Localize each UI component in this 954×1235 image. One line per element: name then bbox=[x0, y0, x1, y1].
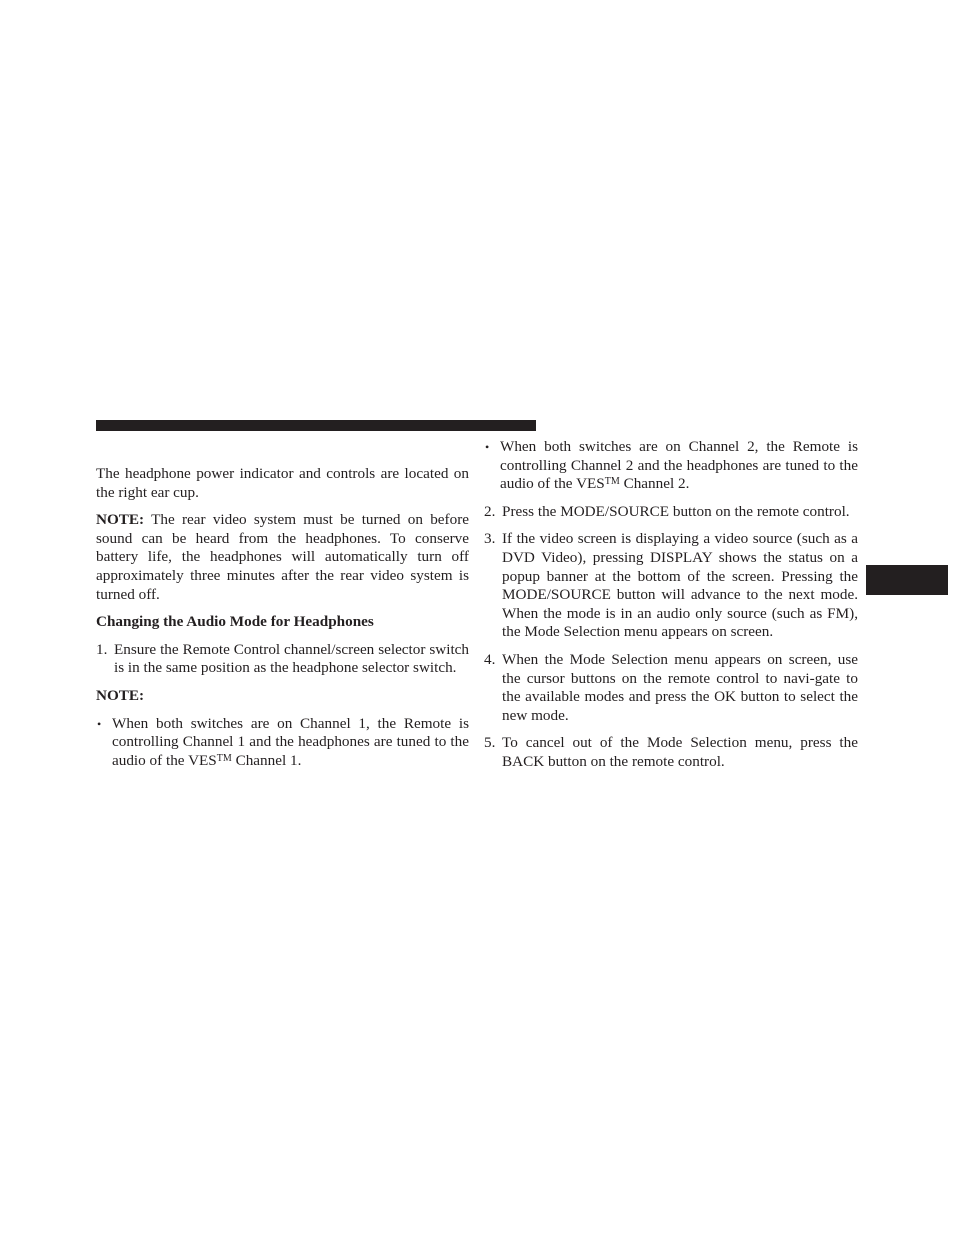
section-heading: Changing the Audio Mode for Headphones bbox=[96, 613, 374, 631]
step-1 bbox=[96, 641, 469, 678]
bullet-channel-1 bbox=[96, 715, 469, 771]
trademark-mark: TM bbox=[216, 752, 232, 764]
left-column bbox=[96, 465, 469, 779]
note-heading: NOTE: bbox=[96, 686, 145, 704]
note-text: The rear video system must be turned on before sound can be heard from the headphones. To conserve battery life, the headphones will automatically turn off approximately three minutes after the rear video system is turned off. bbox=[96, 511, 469, 603]
step-2-text: Press the MODE/SOURCE button on the remote control. bbox=[502, 502, 850, 520]
bullet-channel-1-tail: Channel 1. bbox=[231, 751, 302, 769]
step-3 bbox=[484, 530, 858, 642]
step-1-number: 1. bbox=[96, 640, 108, 658]
bullet-icon: • bbox=[97, 716, 102, 731]
bullet-channel-1-text: When both switches are on Channel 1, the Remote is controlling Channel 1 and the headphones are tuned to the audio of the VES bbox=[112, 714, 469, 769]
step-5-text: To cancel out of the Mode Selection menu, press the BACK button on the remote control. bbox=[502, 734, 858, 770]
section-header-rule bbox=[96, 420, 536, 431]
bullet-channel-2-tail: Channel 2. bbox=[619, 475, 690, 493]
step-2 bbox=[484, 503, 858, 522]
bullet-channel-2-text: When both switches are on Channel 2, the Remote is controlling Channel 2 and the headphones are tuned to the audio of the VES bbox=[500, 438, 858, 493]
chapter-tab bbox=[866, 565, 948, 595]
note-paragraph bbox=[96, 511, 469, 604]
step-3-number: 3. bbox=[484, 530, 496, 548]
step-2-number: 2. bbox=[484, 502, 496, 520]
step-4-text: When the Mode Selection menu appears on screen, use the cursor buttons on the remote control to navi-gate to the available modes and press the OK button to select the new mode. bbox=[502, 650, 858, 724]
step-4-number: 4. bbox=[484, 650, 496, 668]
step-4 bbox=[484, 651, 858, 725]
note-label: NOTE: bbox=[96, 511, 145, 529]
step-1-text: Ensure the Remote Control channel/screen selector switch is in the same position as the headphone selector switch. bbox=[114, 640, 469, 677]
trademark-mark: TM bbox=[604, 476, 620, 488]
step-5 bbox=[484, 734, 858, 771]
bullet-icon: • bbox=[485, 440, 490, 454]
right-column bbox=[484, 438, 858, 781]
bullet-channel-2 bbox=[484, 438, 858, 494]
step-3-text: If the video screen is displaying a video source (such as a DVD Video), pressing DISPLAY shows the status on a popup banner at the bottom of the screen. Pressing the MODE/SOURCE button will advance to the next mode. When the mode is in an audio only source (such as FM), the Mode Selection menu appears on screen. bbox=[502, 530, 858, 641]
intro-paragraph: The headphone power indicator and controls are located on the right ear cup. bbox=[96, 465, 469, 501]
step-5-number: 5. bbox=[484, 734, 496, 752]
